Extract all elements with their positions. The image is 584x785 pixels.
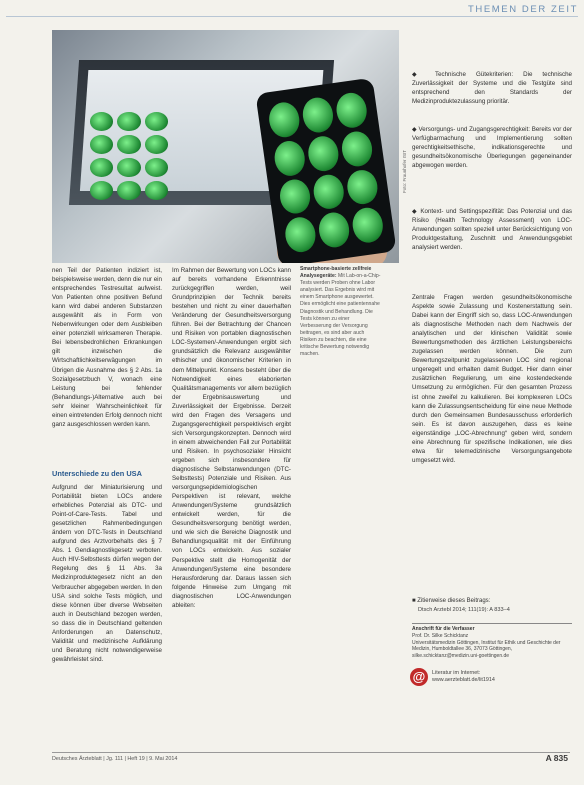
page-number: A 835 [545,753,568,763]
literature-label: Literatur im Internet: [432,670,481,676]
bullet-context: ◆ Kontext- und Settingspezifität: Das Potenzial und das Risiko (Health Technology Assessment) von LOC-Anwendungen sollten speziell unter Berücksichtigung von Produktgestaltung, Zuschnitt und Anwendungsgebiet analysiert werden. [412,208,572,252]
literature-info [432,670,495,684]
contact-box [412,623,572,660]
article-column-2: Im Rahmen der Bewertung von LOCs kann auf bereits vorhandene Erkenntnisse zurückgegriffen werden, weil Grundprinzipien der Technik bereits bestehen und nicht zu einer dauerhaften Veränderung der Gesundheitsversorgung führen. Bei der Betrachtung der Chancen und Risiken von portablen diagnostischen LOC-Systemen/-Anwendungen ergibt sich grundsätzlich die Relevanz ausgewählter ethischer und ökonomischer Kriterien in dem Mittelpunkt. Konsens besteht über die Notwendigkeit eines elaborierten Qualitätsmanagements vor allem bezüglich der Ergebnisauswertung und Zuverlässigkeit der Ergebnisse. Derzeit wird den Fragen des Versagens und Zugangsgerechtigkeit perspektivisch ergibt sich Versorgungskonzepten. Dennoch wird in einem abweichenden Fall zur Portabilität und Risiken. In psychosozialer Hinsicht ergeben sich insbesondere für diagnostische Selbstanwendungen (DTC-Selbsttests) Potenziale und Risiken. Aus versorgungsepidemiologischen Perspektiven ist relevant, welche Anwendungen/Systeme grundsätzlich entwickelt werden, für die Gesundheitsversorgung benötigt werden, und wie sich die Bereiche Diagnostik und Behandlungsqualität mit der Einführung von LOCs entwickeln. Aus sozialer Perspektive stellt die Homogenität der Anwendungen/Systeme eine besondere Herausforderung dar. Daraus lassen sich folgende Hinweise zum Umgang mit diagnostischen LOC-Anwendungen ableiten: [172,267,291,609]
contact-address: Universitätsmedizin Göttingen, Institut für Ethik und Geschichte der Medizin, Humboldtallee 36, 37073 Göttingen, silke.schicktanz@medizin.uni-goettingen.de [412,639,561,660]
photo-caption [300,266,382,358]
header-section-title: THEMEN DER ZEIT [467,4,578,15]
header-rule [6,16,578,17]
citation-text: Dtsch Arztebl 2014; 111(19): A 833–4 [418,607,510,613]
article-column-4: Zentrale Fragen werden gesundheitsökonomische Aspekte sowie Zulassung und Kostenerstattung sein. Dabei kann der Eingriff sich so, dass LOC-Anwendungen als diagnostische Methoden nach dem Nachweis der analytischen und der klinischen Validität sowie Bewertungsmethoden des ärztlichen Leistungsbereichs zugelassen werden können. Die zum Bewertungszeitpunkt zugelassenen LOC sind regional ungeregelt und erhalten damit Budget. Hier dann einer zusätzlichen Regulierung, um eine kostendeckende Umsetzung zu ermöglichen. Für den gesamten Prozess ist ohne zweifel zu kalkulieren. Bei komplexeren LOCs kann die Zulassungsentscheidung für eine neue Methode durch den Gemeinsamen Bundesausschuss erforderlich sein. Es ist davon auszugehen, dass es keine eigenständige „LOC-Abrechnung“ geben wird, sondern eine Abrechnung für spezifische Indikationen, wie dies etwa für telemedizinische Versorgungsangebote umgesetzt wird. [412,294,572,464]
contact-label: Anschrift für die Verfasser [412,626,475,632]
article-column-1b: Aufgrund der Miniaturisierung und Portabilität bieten LOCs andere erhebliches Potenzial als DTC- und Point-of-Care-Tests. Tabel und gesetzlichen Rahmenbedingungen ändern von DTC-Tests in Deutschland aufgrund des Arztvorbehalts des § 7 Abs. 1 Gendiagnostikgesetz verboten. Auch HIV-Selbsttests dürfen wegen der Regelung des § 11 Abs. 3a Medizinproduktegesetz nicht an den Verbraucher abgegeben werden. In den USA sind solche Tests möglich, und diese können über diverse Webseiten auch in Deutschland bezogen werden, so dass die in Deutschland geltenden Anforderungen an Datenschutz, Validität und medizinische Aufklärung und Beratung nicht notwendigerweise gewährleistet sind. [52,484,162,663]
footer-journal: Deutsches Ärzteblatt | Jg. 111 | Heft 19 | 9. Mai 2014 [52,756,178,762]
photo-credit: Foto: Fraunhofer ISIT [402,150,407,194]
caption-text: Mit Lab-on-a-Chip-Tests werden Proben ohne Labor analysiert. Das Ergebnis wird mit einem Smartphone ausgewertet. Dies ermöglicht eine patientennahe Diagnostik und Behandlung. Die Tests können zu einer Verbesserung der Versorgung beitragen, es sind aber auch Risiken zu beachten, die eine kritische Bewertung notwendig machen. [300,273,381,358]
article-column-1: nen Teil der Patienten indiziert ist, beispielsweise werden, denn die nur ein entsprechendes Testresultat aufweist. Von Patienten ohne positiven Befund kann wird dabei anderen Substanzen ausgewählt als in Form von Nebenwirkungen oder dem Ausbleiben einer potenziell wirksameren Therapie. Bei lebensbedrohlichen Erkrankungen gilt inzwischen die Wirtschaftlichkeitserwägungen im Übrigen die Ausnahme des § 2 Abs. 1a Sozialgesetzbuch V, wonach eine Leistung bei fehlender (Behandlungs-)Alternative auch bei sehr kleiner Wahrscheinlichkeit für einen eintretenden Erfolg dennoch nicht ganz ausgeschlossen werden kann. [52,267,162,428]
article-subhead: Unterschiede zu den USA [52,469,142,478]
contact-name: Prof. Dr. Silke Schicktanz [412,632,469,639]
citation-title: ■ Zitierweise dieses Beitrags: [412,598,491,604]
article-photo [52,30,399,263]
smartphone-image [255,78,396,263]
bullet-access: ◆ Versorgungs- und Zugangsgerechtigkeit: Bereits vor der Verfügbarmachung und Implementierung sollten gerechtigkeitsethische, indikationsgerechte und gesundheitsökonomische Überlegungen gegeneinander abgewogen werden. [412,126,572,170]
caption-title: Smartphone-basierte zellfreie Analysegeräte: [300,266,372,280]
bullet-technical: ◆ Technische Gütekriterien: Die technische Zuverlässigkeit der Systeme und die Testgüte sind entsprechend den Standards der Medizinproduktezulassung prioritär. [412,71,572,106]
screen-test-grid [90,112,168,200]
literature-link[interactable]: www.aerzteblatt.de/lit1914 [432,677,495,683]
literature-at-icon: @ [410,668,428,686]
footer-rule [52,752,570,753]
